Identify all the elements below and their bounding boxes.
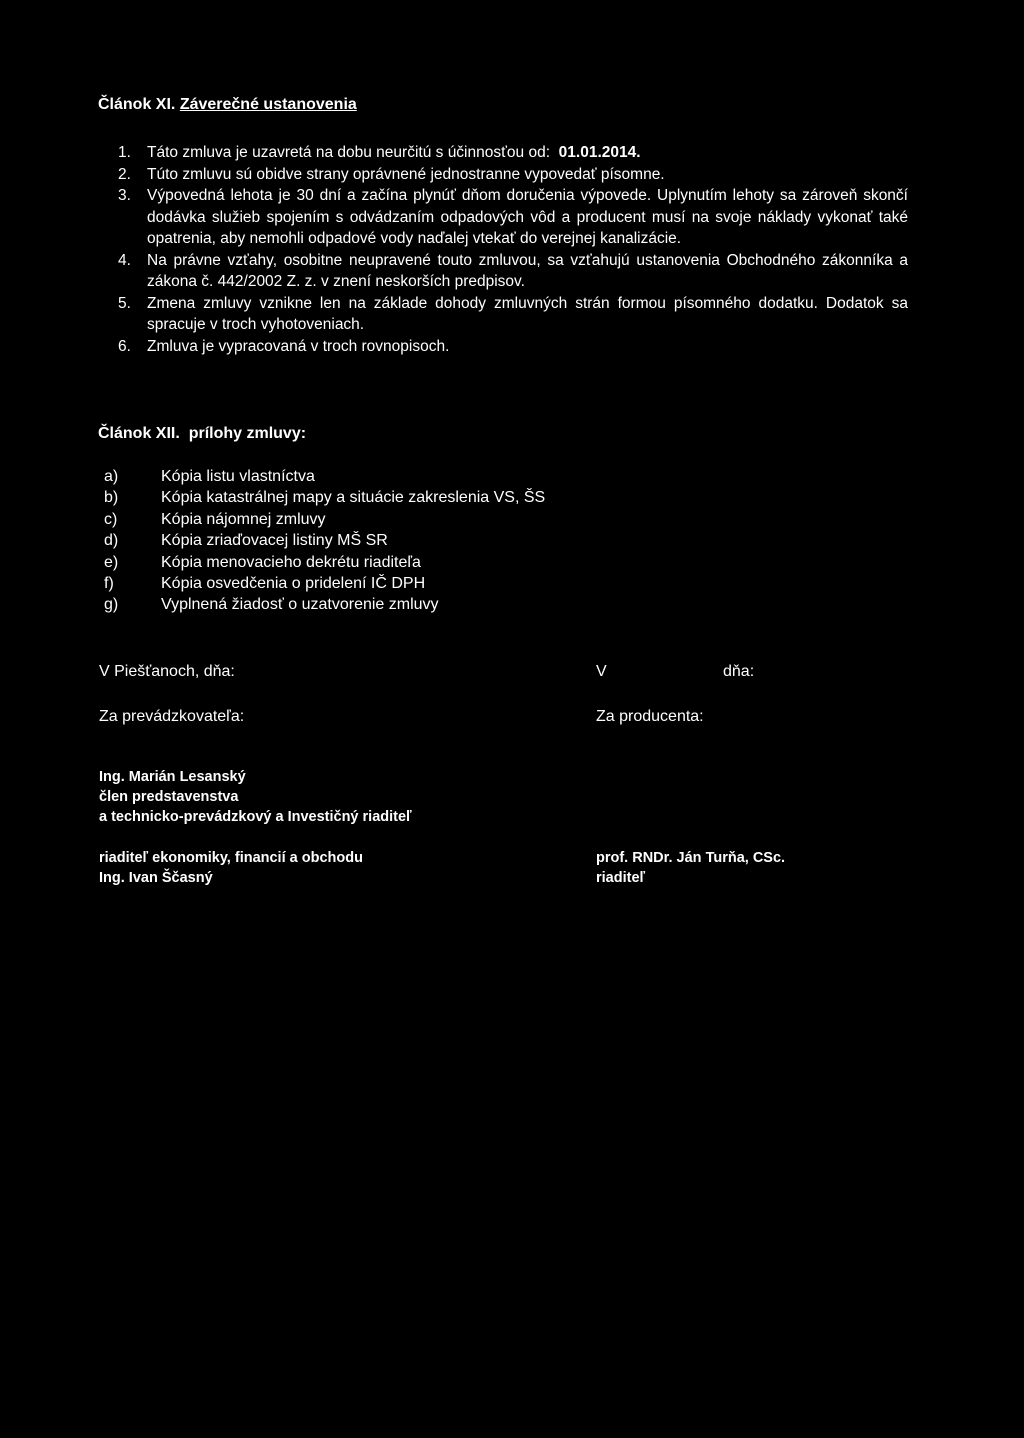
producer-label: Za producenta: <box>596 708 704 725</box>
clause-4 <box>118 250 908 293</box>
attachment-text: Vyplnená žiadosť o uzatvorenie zmluvy <box>161 596 439 614</box>
clause-number: 1. <box>118 144 131 161</box>
clause-5 <box>118 293 908 336</box>
clause-text: Výpovedná lehota je 30 dní a začína plynúť dňom doručenia výpovede. Uplynutím lehoty sa zároveň skončí dodávka služieb spojením s odvádzaním odpadových vôd a producent musí na svoje náklady vykonať také opatrenia, aby nemohli odpadové vody naďalej vtekať do verejnej kanalizácie. <box>147 187 908 247</box>
article-xi-title: Záverečné ustanovenia <box>179 96 357 113</box>
attachment-letter: f) <box>104 574 114 592</box>
clause-1 <box>118 142 908 164</box>
effective-date: 01.01.2014. <box>558 144 641 161</box>
signatory-name: Ing. Ivan Ščasný <box>99 870 213 886</box>
attachment-text: Kópia nájomnej zmluvy <box>161 510 326 528</box>
clause-number: 5. <box>118 294 131 312</box>
operator-signatory-1 <box>99 767 412 827</box>
signatory-role: riaditeľ ekonomiky, financií a obchodu <box>99 850 363 866</box>
operator-label: Za prevádzkovateľa: <box>99 708 245 725</box>
attachment-letter: g) <box>104 596 119 614</box>
clause-number: 2. <box>118 165 131 183</box>
attachment-text: Kópia menovacieho dekrétu riaditeľa <box>161 553 421 571</box>
clause-text: Zmena zmluvy vznikne len na základe dohody zmluvných strán formou písomného dodatku. Dodatok sa spracuje v troch vyhotoveniach. <box>147 294 908 333</box>
clause-6 <box>118 336 908 358</box>
clause-number: 6. <box>118 337 131 355</box>
clause-number: 3. <box>118 187 131 204</box>
date-label-right: dňa: <box>723 663 755 680</box>
attachment-text: Kópia katastrálnej mapy a situácie zakreslenia VS, ŠS <box>161 489 546 507</box>
operator-signatory-2 <box>99 848 363 888</box>
place-v-right: V <box>596 663 607 680</box>
attachment-text: Kópia zriaďovacej listiny MŠ SR <box>161 532 388 550</box>
attachment-text: Kópia osvedčenia o pridelení IČ DPH <box>161 574 426 592</box>
producer-signatory <box>596 848 785 888</box>
attachment-item <box>104 487 545 508</box>
signatory-role: riaditeľ <box>596 870 646 886</box>
attachment-letter: d) <box>104 532 119 550</box>
attachment-item <box>104 573 545 594</box>
attachment-letter: e) <box>104 553 119 571</box>
place-date-left: V Piešťanoch, dňa: <box>99 663 235 680</box>
signatory-name: Ing. Marián Lesanský <box>99 769 246 785</box>
clause-text: Zmluva je vypracovaná v troch rovnopisoch. <box>147 337 450 355</box>
article-xi-heading <box>98 96 357 114</box>
attachment-text: Kópia listu vlastníctva <box>161 468 315 485</box>
article-xii-heading: Článok XII. prílohy zmluvy: <box>98 425 307 442</box>
clause-text: Táto zmluva je uzavretá na dobu neurčitú s účinnosťou od: <box>147 144 551 161</box>
clause-2 <box>118 164 908 186</box>
article-xi-clauses <box>118 142 908 357</box>
attachment-item <box>104 594 545 615</box>
signatory-name: prof. RNDr. Ján Turňa, CSc. <box>596 850 786 866</box>
clause-3 <box>118 185 908 250</box>
clause-number: 4. <box>118 251 131 269</box>
attachment-item <box>104 509 545 530</box>
signatory-role: a technicko-prevádzkový a Investičný riaditeľ <box>99 809 412 825</box>
clause-text: Na právne vzťahy, osobitne neupravené touto zmluvou, sa vzťahujú ustanovenia Obchodného zákonníka a zákona č. 442/2002 Z. z. v znení neskorších predpisov. <box>147 251 908 290</box>
attachment-letter: c) <box>104 510 118 528</box>
attachment-letter: a) <box>104 468 119 485</box>
clause-text: Túto zmluvu sú obidve strany oprávnené jednostranne vypovedať písomne. <box>147 165 665 183</box>
attachments-list <box>104 466 545 616</box>
article-xi-prefix: Článok XI. <box>98 96 176 113</box>
attachment-letter: b) <box>104 489 119 507</box>
signatory-role: člen predstavenstva <box>99 789 239 805</box>
attachment-item <box>104 466 545 487</box>
attachment-item <box>104 530 545 551</box>
attachment-item <box>104 552 545 573</box>
